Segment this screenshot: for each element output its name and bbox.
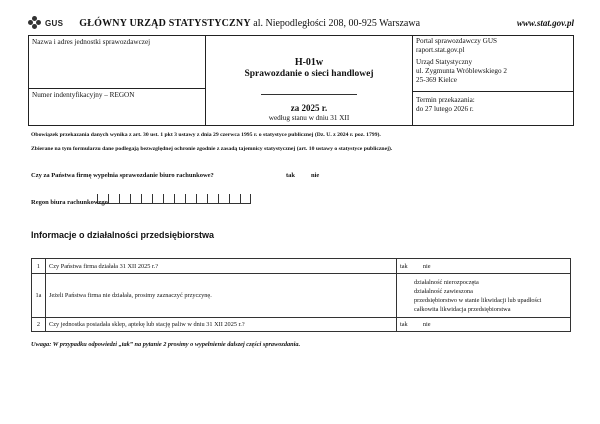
table-row [32,274,571,318]
page-header [28,11,574,35]
row-number: 2 [32,318,46,332]
row-question: Czy jednostka posiadała sklep, aptekę lub stację paliw w dniu 31 XII 2025 r.? [46,318,397,332]
unit-name-label: Nazwa i adres jednostki sprawozdawczej [32,38,151,46]
unit-info-column [29,36,206,125]
org-name: GŁÓWNY URZĄD STATYSTYCZNY [79,17,251,29]
row-number: 1a [32,274,46,318]
portal-name: Portal sprawozdawczy GUS [416,37,498,45]
row-question: Jeżeli Państwa firma nie działała, prosimy zaznaczyć przyczynę. [46,274,397,318]
form-code: H-01w [294,57,324,68]
gus-logo-icon [28,16,42,30]
section-title: Informacje o działalności przedsiębiorstwa [31,230,215,240]
accounting-no-option[interactable]: nie [311,172,320,179]
reason-option-liquidation[interactable]: przedsiębiorstwo w stanie likwidacji lub upadłości [414,296,542,304]
logo-text: GUS [45,18,64,28]
activity-table [31,258,571,332]
deadline-label: Termin przekazania: [416,96,475,104]
reason-option-suspended[interactable]: działalność zawieszona [414,287,473,295]
form-year: za 2025 r. [290,103,328,113]
answer-no-option[interactable]: nie [422,262,431,270]
footnote: Uwaga: W przypadku odpowiedzi „tak” na pytanie 2 prosimy o wypełnienie dalszej części sprawozdania. [31,341,301,348]
table-row [32,259,571,274]
title-divider [261,94,357,95]
form-title-column [206,36,413,125]
portal-url[interactable]: raport.stat.gov.pl [416,46,465,54]
row-answer [397,318,571,332]
regon-label: Numer indentyfikacyjny – REGON [32,91,135,99]
row-number: 1 [32,259,46,274]
office-city: 25-369 Kielce [416,76,457,84]
form-title: Sprawozdanie o sieci handlowej [244,69,374,79]
recipient-column [413,36,573,125]
form-state-date: według stanu w dniu 31 XII [268,114,350,122]
reason-option-closed[interactable]: całkowita likwidacja przedsiębiorstwa [414,305,511,313]
office-name: Urząd Statystyczny [416,58,473,66]
answer-no-option[interactable]: nie [422,321,431,328]
accounting-yes-option[interactable]: tak [286,172,296,179]
office-street: ul. Zygmunta Wróblewskiego 2 [416,67,508,75]
accounting-regon-input[interactable] [97,194,251,204]
row-question: Czy Państwa firma działała 31 XII 2025 r.? [46,259,397,274]
obligation-note: Obowiązek przekazania danych wynika z art. 30 ust. 1 pkt 3 ustawy z dnia 29 czerwca 1995 r. o statystyce publicznej (Dz. U. z 2024 r. poz. 1799). [31,132,381,138]
reason-options [397,274,571,318]
recipient-info [413,36,573,92]
deadline-value: do 27 lutego 2026 r. [416,105,474,113]
org-heading [79,18,420,29]
answer-yes-option[interactable]: tak [400,262,408,270]
org-address: al. Niepodległości 208, 00-925 Warszawa [253,17,421,29]
accounting-office-question: Czy za Państwa firmę wypełnia sprawozdanie biuro rachunkowe? [31,172,214,179]
row-answer [397,259,571,274]
table-row [32,318,571,332]
answer-yes-option[interactable]: tak [400,321,408,328]
gus-logo [28,16,63,30]
confidentiality-note: Zbierane na tym formularzu dane podlegają bezwzględnej ochronie zgodnie z zasadą tajemnicy statystycznej (art. 10 ustawy o statystyce publicznej). [31,146,393,152]
website-link[interactable]: www.stat.gov.pl [516,18,574,28]
unit-name-field[interactable] [29,36,205,89]
reason-option-not-started[interactable]: działalność nierozpoczęta [414,278,479,286]
accounting-regon-label: Regon biura rachunkowego [31,199,108,206]
form-header-box [28,35,574,126]
